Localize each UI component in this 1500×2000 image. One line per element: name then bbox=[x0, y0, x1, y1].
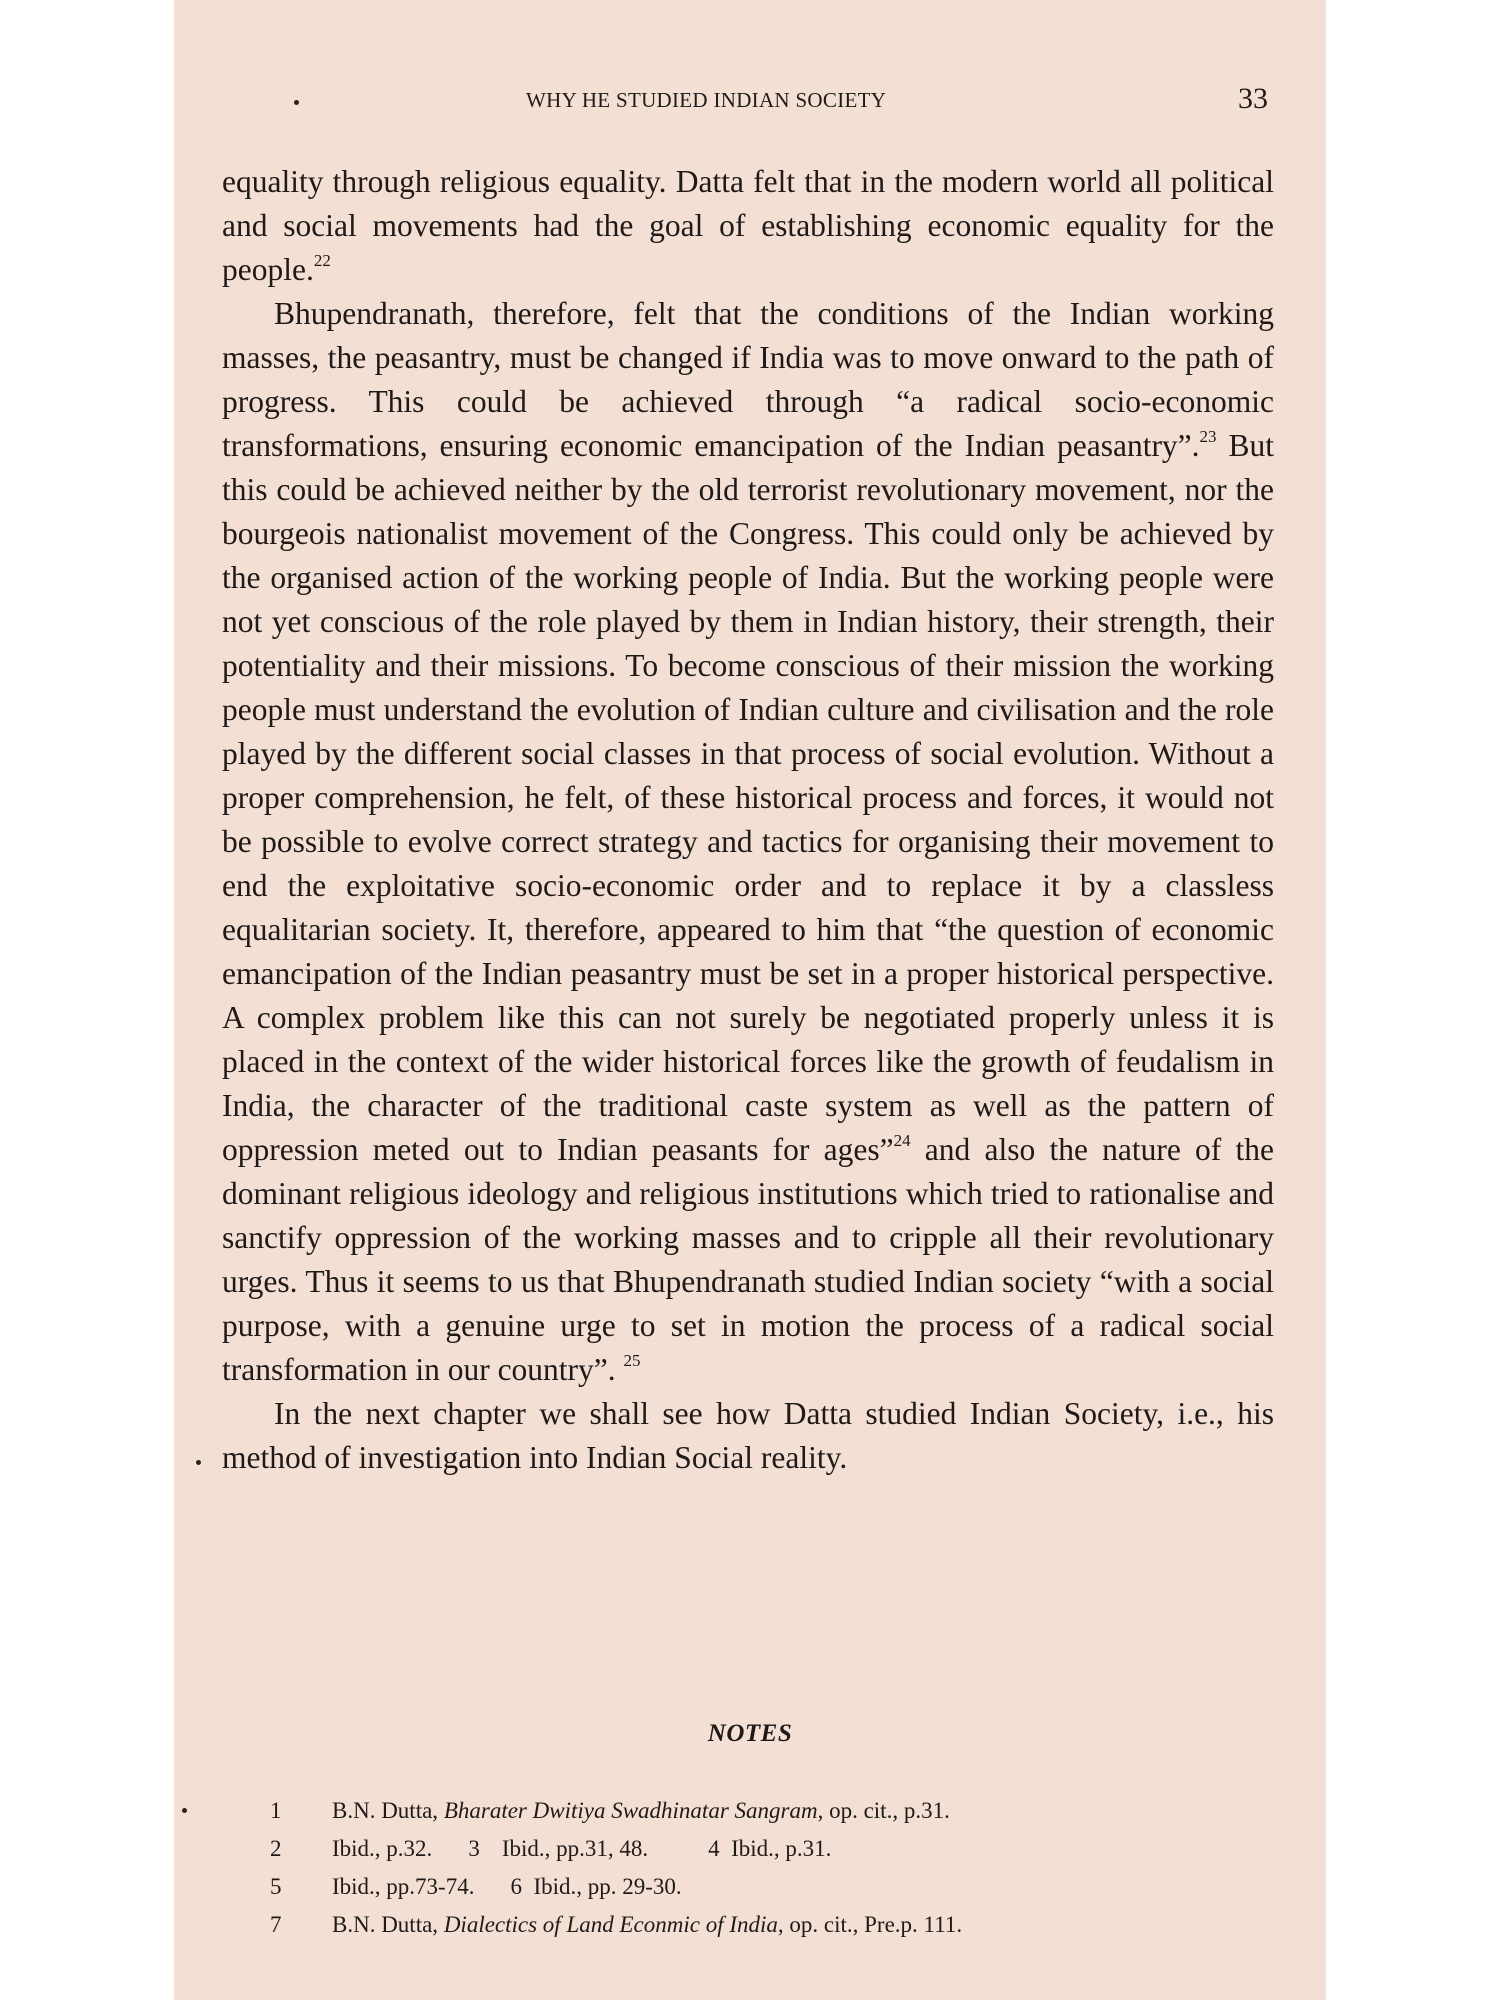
note-text: 4 Ibid., p.31. bbox=[708, 1836, 832, 1861]
header-title: WHY HE STUDIED INDIAN SOCIETY bbox=[526, 88, 887, 112]
note-citation: , op. cit., p.31. bbox=[817, 1798, 950, 1823]
running-header bbox=[174, 82, 1326, 126]
note-author: B.N. Dutta, bbox=[332, 1798, 444, 1823]
body-text bbox=[222, 160, 1274, 1480]
note-row bbox=[270, 1792, 1270, 1830]
note-number: 3 bbox=[468, 1836, 480, 1861]
stray-mark bbox=[182, 1808, 187, 1813]
note-text: 6 Ibid., pp. 29-30. bbox=[510, 1874, 682, 1899]
note-number: 7 bbox=[270, 1912, 282, 1937]
footnote-ref: 22 bbox=[313, 251, 331, 270]
note-row bbox=[270, 1830, 1270, 1868]
footnote-ref: 23 bbox=[1199, 427, 1217, 446]
note-number: 1 bbox=[270, 1798, 282, 1823]
note-text: Ibid., pp.31, 48. bbox=[501, 1836, 649, 1861]
paragraph-text: But this could be achieved neither by the old terrorist revolutionary movement, nor the bourgeois nationalist movement of the Congress. This could only be achieved by the organised action of the working people of India. But the working people were not yet conscious of the role played by them in Indian history, their strength, their potentiality and their missions. To become conscious of their mission the working people must understand the evolution of Indian culture and civilisation and the role played by the different social classes in that process of social evolution. Without a proper comprehension, he felt, of these historical process and forces, it would not be possible to evolve correct strategy and tactics for organising their movement to end the exploitative socio-economic order and to replace it by a classless equalitarian society. It, therefore, appeared to him that “the question of economic emancipation of the Indian peasantry must be set in a proper historical perspective. A complex problem like this can not surely be negotiated properly unless it is placed in the context of the wider historical forces like the growth of feudalism in India, the character of the traditional caste system as well as the pattern of oppression meted out to Indian peasants for ages” bbox=[222, 428, 1275, 1167]
paragraph-text: Bhupendranath, therefore, felt that the conditions of the Indian working masses, the peasantry, must be changed if India was to move onward to the path of progress. This could be achieved through “a radical socio-economic transformations, ensuring economic emancipation of the Indian peasantry”. bbox=[222, 296, 1274, 463]
paragraph bbox=[222, 1392, 1274, 1480]
paragraph-text: In the next chapter we shall see how Datta studied Indian Society, i.e., his method of investigation into Indian Social reality. bbox=[222, 1396, 1274, 1475]
note-citation: , op. cit., Pre.p. 111. bbox=[777, 1912, 963, 1937]
note-text: Ibid., p.32. bbox=[332, 1836, 433, 1861]
note-title: Dialectics of Land Econmic of India bbox=[443, 1912, 778, 1937]
note-text bbox=[332, 1906, 962, 1944]
note-author: B.N. Dutta, bbox=[332, 1912, 444, 1937]
paragraph-text: equality through religious equality. Datta felt that in the modern world all political and social movements had the goal of establishing economic equality for the people. bbox=[222, 164, 1274, 287]
note-number: 2 bbox=[270, 1836, 282, 1861]
stray-mark bbox=[196, 1460, 201, 1465]
book-page bbox=[174, 0, 1326, 2000]
paragraph bbox=[222, 160, 1274, 292]
footnote-ref: 25 bbox=[623, 1351, 641, 1370]
note-title: Bharater Dwitiya Swadhinatar Sangram bbox=[443, 1798, 818, 1823]
note-number: 5 bbox=[270, 1874, 282, 1899]
note-text bbox=[332, 1792, 950, 1830]
footnote-ref: 24 bbox=[893, 1131, 911, 1150]
paragraph-text: and also the nature of the dominant religious ideology and religious institutions which tried to rationalise and sanctify oppression of the working masses and to cripple all their revolutionary urges. Thus it seems to us that Bhupendranath studied Indian society “with a social purpose, with a genuine urge to set in motion the process of a radical social transformation in our country”. bbox=[222, 1132, 1274, 1387]
note-text: Ibid., pp.73-74. bbox=[332, 1874, 475, 1899]
notes-list bbox=[270, 1792, 1270, 1944]
stray-mark bbox=[294, 100, 299, 105]
note-row bbox=[270, 1868, 1270, 1906]
note-row bbox=[270, 1906, 1270, 1944]
page-number: 33 bbox=[1238, 82, 1268, 115]
notes-heading: NOTES bbox=[707, 1720, 793, 1747]
paragraph bbox=[222, 292, 1274, 1392]
